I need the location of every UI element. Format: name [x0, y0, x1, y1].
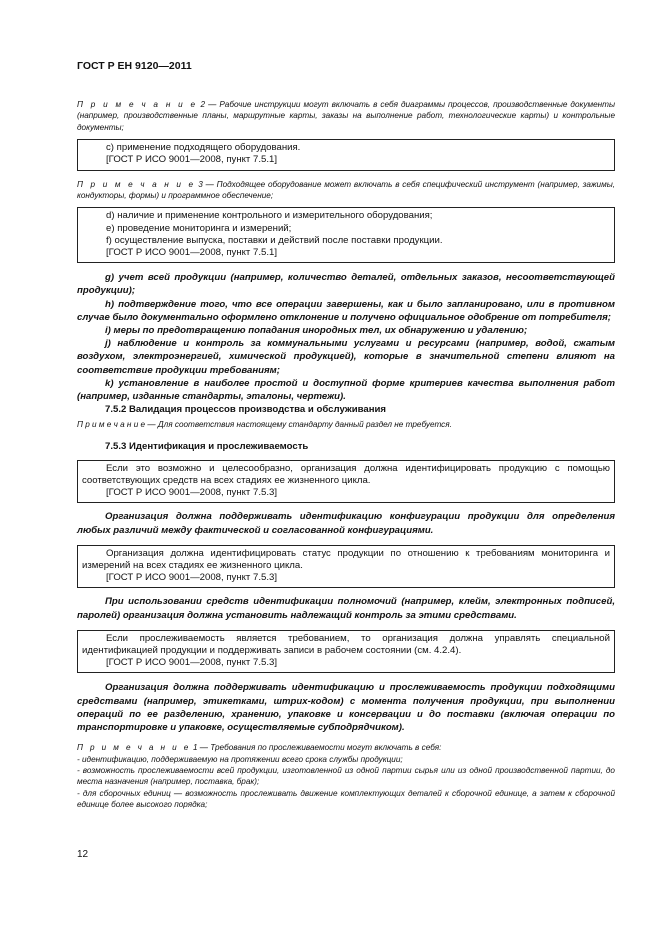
quote-box: [77, 139, 615, 170]
list-item-h: h) подтверждение того, что все операции завершены, как и было запланировано, или в противном случае было документально оформлено отклонение и получено официальное одобрение от потребителя;: [77, 298, 615, 323]
box-text: Если это возможно и целесообразно, организация должна идентифицировать продукцию с помощью соответствующих средств на всех стадиях ее жизненного цикла.: [82, 462, 610, 486]
box-reference: [ГОСТ Р ИСО 9001—2008, пункт 7.5.3]: [106, 487, 277, 499]
list-item-k: k) установление в наиболее простой и доступной форме критериев качества выполнения работ (например, изданные стандарты, эталоны, чертежи).: [77, 377, 615, 403]
box-reference: [ГОСТ Р ИСО 9001—2008, пункт 7.5.1]: [106, 154, 277, 166]
note-traceability: [77, 742, 615, 753]
note-7-5-2: П р и м е ч а н и е — Для соответствия настоящему стандарту данный раздел не требуется.: [77, 420, 452, 430]
document-page: [77, 60, 615, 811]
note-text: 1 — Требования по прослеживаемости могут включать в себя:: [190, 743, 442, 753]
quote-box: [77, 460, 615, 504]
box-line: e) проведение мониторинга и измерений;: [106, 222, 292, 234]
note-text: 2 — Рабочие инструкции могут включать в себя диаграммы процессов, производственные документы (например, производственные планы, маршрутные карты, заказы на выполнение работ, технологические карты) и контрольные документы;: [77, 100, 615, 132]
list-item-g: g) учет всей продукции (например, количество деталей, отдельных заказов, несоответствующей продукции);: [77, 272, 615, 297]
list-item-j: j) наблюдение и контроль за коммунальными услугами и ресурсами (например, водой, сжатым воздухом, электроэнергией, химической продукцией), которые в значительной степени влияют на соответствие продукции требованиям;: [77, 338, 615, 376]
page-header: ГОСТ Р ЕН 9120—2011: [77, 60, 192, 72]
box-reference: [ГОСТ Р ИСО 9001—2008, пункт 7.5.3]: [106, 572, 277, 584]
list-item-i: i) меры по предотвращению попадания инородных тел, их обнаружению и удалению;: [105, 325, 528, 337]
box-text: Если прослеживаемость является требованием, то организация должна управлять специальной идентификацией продукции и поддерживать записи в рабочем состоянии (см. 4.2.4).: [82, 632, 610, 656]
quote-box: [77, 207, 615, 263]
paragraph: Организация должна поддерживать идентификацию и прослеживаемость продукции подходящими средствами (например, этикетками, штрих-кодом) с момента получения продукции, при выполнении операций по ее разделению, хранению, упаковке и консервации и до поставки (включая операции по транспортировке и упаковке, осуществляемые субподрядчиком).: [77, 682, 615, 733]
note-label: П р и м е ч а н и е: [77, 100, 198, 109]
note-3: [77, 179, 615, 202]
box-reference: [ГОСТ Р ИСО 9001—2008, пункт 7.5.1]: [106, 247, 277, 259]
quote-box: [77, 630, 615, 674]
box-line: c) применение подходящего оборудования.: [106, 142, 301, 154]
note-list-item: - идентификацию, поддерживаемую на протяжении всего срока службы продукции;: [77, 754, 403, 764]
box-text: Организация должна идентифицировать статус продукции по отношению к требованиям мониторинга и измерений на всех стадиях ее жизненного цикла.: [82, 547, 610, 571]
note-label: П р и м е ч а н и е: [77, 743, 191, 753]
page-number: 12: [77, 849, 89, 860]
paragraph: При использовании средств идентификации полномочий (например, клейм, электронных подписей, паролей) организация должна установить надлежащий контроль за этими средствами.: [77, 596, 615, 621]
note-text: 3 — Подходящее оборудование может включать в себя специфический инструмент (например, зажимы, кондукторы, формы) и программное обеспечение;: [77, 179, 616, 201]
quote-box: [77, 545, 615, 589]
note-2: [77, 99, 615, 133]
section-heading-7-5-3: 7.5.3 Идентификация и прослеживаемость: [105, 440, 309, 452]
note-label: П р и м е ч а н и е: [77, 179, 196, 189]
note-list-item: - для сборочных единиц — возможность прослеживать движение комплектующих деталей к сборочной единице, а затем к сборочной единице более высокого порядка;: [77, 788, 615, 810]
box-line: f) осуществление выпуска, поставки и действий после поставки продукции.: [106, 234, 443, 246]
note-list-item: - возможность прослеживаемости всей продукции, изготовленной из одной партии сырья или из одной производственной партии, до места назначения (например, поставка, брак);: [77, 765, 615, 787]
paragraph: Организация должна поддерживать идентификацию конфигурации продукции для определения любых различий между фактической и согласованной конфигурациями.: [77, 511, 615, 536]
box-line: d) наличие и применение контрольного и измерительного оборудования;: [106, 210, 433, 222]
section-heading-7-5-2: 7.5.2 Валидация процессов производства и обслуживания: [105, 404, 386, 416]
box-reference: [ГОСТ Р ИСО 9001—2008, пункт 7.5.3]: [106, 657, 277, 669]
